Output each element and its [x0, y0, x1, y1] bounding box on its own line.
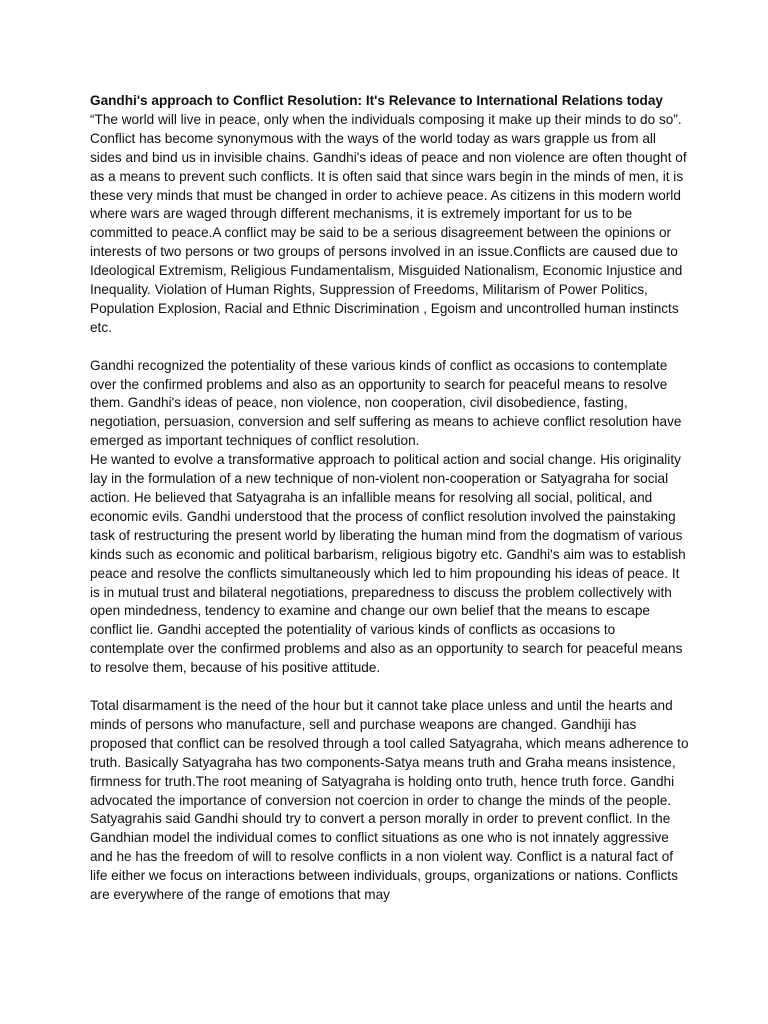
document-page [90, 92, 690, 905]
body-paragraph-4: Total disarmament is the need of the hour but it cannot take place unless and until the hearts and minds of persons who manufacture, sell and purchase weapons are changed. Gandhiji has proposed that conflict can be resolved through a tool called Satyagraha, which means adherence to truth. Basically Satyagraha has two components-Satya means truth and Graha means insistence, firmness for truth.The root meaning of Satyagraha is holding onto truth, hence truth force. Gandhi advocated the importance of conversion not coercion in order to change the minds of the people. Satyagrahis said Gandhi should try to convert a person morally in order to prevent conflict. In the Gandhian model the individual comes to conflict situations as one who is not innately aggressive and he has the freedom of will to resolve conflicts in a non violent way. Conflict is a natural fact of life either we focus on interactions between individuals, groups, organizations or nations. Conflicts are everywhere of the range of emotions that may [90, 697, 689, 903]
paragraph-spacer [90, 678, 690, 697]
body-paragraph-2: Gandhi recognized the potentiality of these various kinds of conflict as occasions to contemplate over the confirmed problems and also as an opportunity to search for peaceful means to resolve them. Gandhi's ideas of peace, non violence, non cooperation, civil disobedience, fasting, negotiation, persuasion, conversion and self suffering as means to achieve conflict resolution have emerged as important techniques of conflict resolution. [90, 357, 682, 449]
document-title: Gandhi's approach to Conflict Resolution: It's Relevance to International Relations today [90, 93, 663, 108]
paragraph-spacer [90, 338, 690, 357]
body-paragraph-3: He wanted to evolve a transformative approach to political action and social change. His originality lay in the formulation of a new technique of non-violent non-cooperation or Satyagraha for social action. He believed that Satyagraha is an infallible means for resolving all social, political, and economic evils. Gandhi understood that the process of conflict resolution involved the painstaking task of restructuring the present world by liberating the human mind from the dogmatism of various kinds such as economic and political barbarism, religious bigotry etc. Gandhi's aim was to establish peace and resolve the conflicts simultaneously which led to him propounding his ideas of peace. It is in mutual trust and bilateral negotiations, preparedness to discuss the problem collectively with open mindedness, tendency to examine and change our own belief that the means to escape conflict lie. Gandhi accepted the potentiality of various kinds of conflicts as occasions to contemplate over the confirmed problems and also as an opportunity to search for peaceful means to resolve them, because of his positive attitude. [90, 452, 686, 676]
quote-paragraph: “The world will live in peace, only when the individuals composing it make up their minds to do so”. [90, 111, 682, 127]
body-paragraph-1: Conflict has become synonymous with the ways of the world today as wars grapple us from all sides and bind us in invisible chains. Gandhi's ideas of peace and non violence are often thought of as a means to prevent such conflicts. It is often said that since wars begin in the minds of men, it is these very minds that must be changed in order to achieve peace. As citizens in this modern world where wars are waged through different mechanisms, it is extremely important for us to be committed to peace.A conflict may be said to be a serious disagreement between the opinions or interests of two persons or two groups of persons involved in an issue.Conflicts are caused due to Ideological Extremism, Religious Fundamentalism, Misguided Nationalism, Economic Injustice and Inequality. Violation of Human Rights, Suppression of Freedoms, Militarism of Power Politics, Population Explosion, Racial and Ethnic Discrimination , Egoism and uncontrolled human instincts etc. [90, 130, 687, 335]
